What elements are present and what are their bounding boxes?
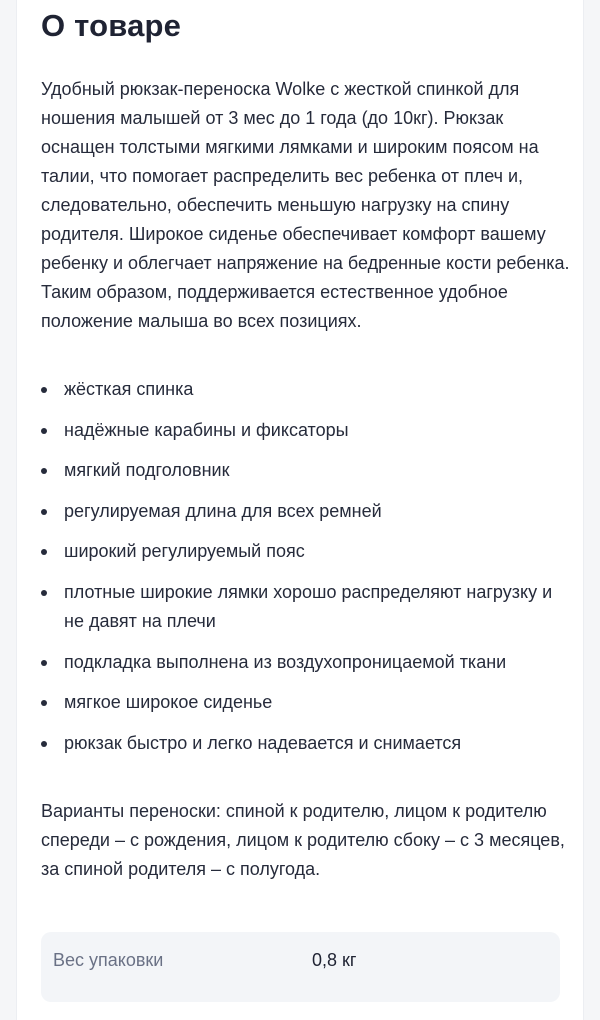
- carrying-variants: Варианты переноски: спиной к родителю, лицом к родителю спереди – с рождения, лицом к родителю сбоку – с 3 месяцев, за спиной родителя – с полугода.: [41, 801, 565, 879]
- spec-value: 0,8 кг: [312, 950, 357, 970]
- feature-item: рюкзак быстро и легко надевается и снимается: [41, 729, 561, 758]
- feature-item: мягкое широкое сиденье: [41, 688, 561, 717]
- feature-list: [41, 375, 561, 769]
- feature-item: жёсткая спинка: [41, 375, 561, 404]
- feature-item: широкий регулируемый пояс: [41, 537, 561, 566]
- spec-row-package-weight: [41, 932, 560, 1002]
- product-description: Удобный рюкзак-переноска Wolke с жесткой спинкой для ношения малышей от 3 мес до 1 года (до 10кг). Рюкзак оснащен толстыми мягкими лямками и широким поясом на талии, что помогает распределить вес ребенка от плеч и, следовательно, обеспечить меньшую нагрузку на спину родителя. Широкое сиденье обеспечивает комфорт вашему ребенку и облегчает напряжение на бедренные кости ребенка. Таким образом, поддерживается естественное удобное положение малыша во всех позициях.: [41, 79, 570, 331]
- feature-item: плотные широкие лямки хорошо распределяют нагрузку и не давят на плечи: [41, 578, 561, 636]
- section-title: О товаре: [41, 8, 182, 43]
- feature-item: надёжные карабины и фиксаторы: [41, 416, 561, 445]
- feature-item: регулируемая длина для всех ремней: [41, 497, 561, 526]
- feature-item: мягкий подголовник: [41, 456, 561, 485]
- feature-item: подкладка выполнена из воздухопроницаемой ткани: [41, 648, 561, 677]
- spec-label: Вес упаковки: [53, 950, 164, 970]
